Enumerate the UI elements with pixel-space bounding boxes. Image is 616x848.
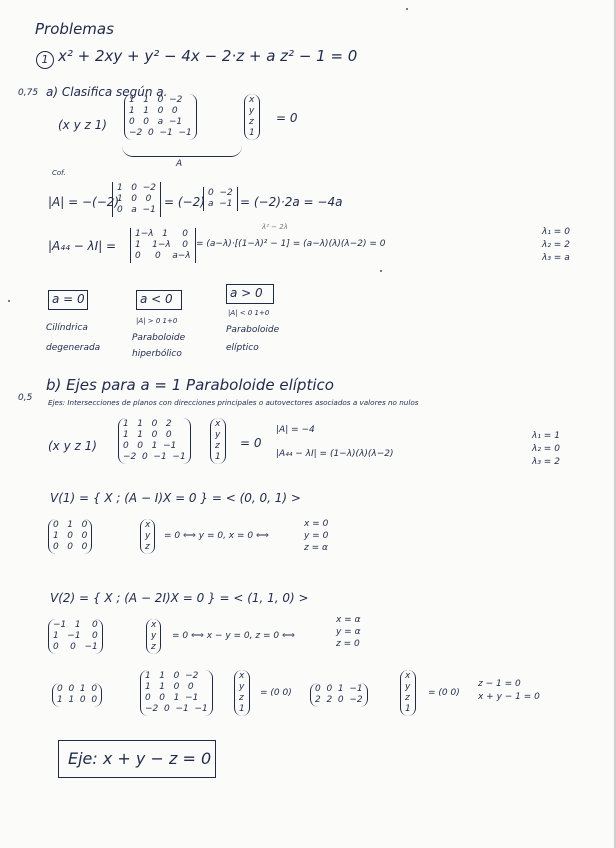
column-vector: x y z 1 (244, 94, 260, 140)
matrix-A: 1 1 0 −2 1 1 0 0 0 0 a −1 −2 0 −1 −1 (124, 94, 197, 140)
part-a-score: 0,75 (18, 88, 39, 98)
eigenspace-2: V(2) = { X ; (A − 2I)X = 0 } = < (1, 1, 0) > (50, 591, 309, 605)
plane-left-matrix: 0 0 1 0 1 1 0 0 (52, 683, 102, 707)
v2-vector: x y z (146, 619, 161, 654)
case-3-name: Paraboloide (226, 325, 280, 335)
eigen-note: λ² − 2λ (262, 223, 288, 231)
ejes-note: Ejes: Intersecciones de planos con direcciones principales o autovectores asociados a valores no nulos (48, 398, 419, 407)
char-matrix: 1−λ 1 0 1 1−λ 0 0 0 a−λ (130, 228, 196, 263)
v2-matrix: −1 1 0 1 −1 0 0 0 −1 (48, 619, 103, 654)
v1-equivalence: = 0 ⟺ y = 0, x = 0 ⟺ (164, 531, 269, 541)
scan-dot (8, 300, 10, 302)
case-2-sub: |A| > 0 1+0 (136, 317, 178, 325)
det-step: = (−2) (164, 195, 205, 209)
equals-zero-b: = 0 (240, 436, 262, 450)
char-poly-rhs: = (a−λ)·[(1−λ)² − 1] = (a−λ)(λ)(λ−2) = 0 (196, 239, 386, 249)
cofactor-note: Cof. (52, 169, 66, 177)
underbrace (122, 146, 242, 157)
problem-equation: x² + 2xy + y² − 4x − 2·z + a z² − 1 = 0 (58, 47, 358, 65)
part-a-label: a) Clasifica según a. (46, 85, 168, 99)
part-b-label: b) Ejes para a = 1 Paraboloide elíptico (46, 376, 334, 394)
scan-dot (380, 270, 382, 272)
char-poly-lhs: |A₄₄ − λI| = (48, 239, 117, 253)
char-eq-b: |A₄₄ − λI| = (1−λ)(λ)(λ−2) (276, 449, 394, 459)
case-2-name-2: hiperbólico (132, 349, 182, 359)
det-result: = (−2)·2a = −4a (240, 195, 343, 209)
v1-matrix: 0 1 0 1 0 0 0 0 0 (48, 519, 92, 554)
plane-vector: x y z 1 (234, 670, 250, 716)
v1-vector: x y z (140, 519, 155, 554)
det-minor-2: 0 −2 a −1 (203, 187, 238, 211)
case-1-cond: a = 0 (52, 292, 85, 306)
eigenvalues-b: λ₁ = 1 λ₂ = 0 λ₃ = 2 (532, 431, 560, 467)
matrix-name: A (176, 159, 183, 169)
case-2-cond: a < 0 (140, 292, 173, 306)
problem-number: 1 (36, 51, 54, 69)
plane-eq-1: = (0 0) (260, 688, 292, 698)
plane-solution: z − 1 = 0 x + y − 1 = 0 (478, 679, 540, 702)
plane-vector-2: x y z 1 (400, 670, 416, 716)
equals-zero: = 0 (276, 111, 298, 125)
v1-solution: x = 0 y = 0 z = α (304, 519, 329, 553)
case-3-sub: |A| < 0 1+0 (228, 309, 270, 317)
determinant-lhs: |A| = −(−2) (48, 195, 120, 209)
plane-mid-matrix: 1 1 0 −2 1 1 0 0 0 0 1 −1 −2 0 −1 −1 (140, 670, 213, 716)
part-b-score: 0,5 (18, 393, 33, 403)
matrix-b: 1 1 0 2 1 1 0 0 0 0 1 −1 −2 0 −1 −1 (118, 418, 191, 464)
scan-dot (406, 8, 408, 10)
det-value-b: |A| = −4 (276, 425, 315, 435)
v2-equivalence: = 0 ⟺ x − y = 0, z = 0 ⟺ (172, 631, 295, 641)
plane-eq-2: = (0 0) (428, 688, 460, 698)
column-vector-b: x y z 1 (210, 418, 226, 464)
det-minor: 1 0 −2 1 0 0 0 a −1 (112, 182, 161, 217)
row-vector-b: (x y z 1) (48, 439, 97, 453)
case-1-name-2: degenerada (46, 343, 101, 353)
case-3-cond: a > 0 (230, 286, 263, 300)
page-title: Problemas (35, 20, 114, 38)
case-1-name: Cilíndrica (46, 323, 88, 333)
plane-matrix-2: 0 0 1 −1 2 2 0 −2 (310, 683, 368, 707)
v2-solution: x = α y = α z = 0 (336, 615, 361, 649)
case-3-name-2: elíptico (226, 343, 259, 353)
eigenspace-1: V(1) = { X ; (A − I)X = 0 } = < (0, 0, 1) > (50, 491, 301, 505)
row-vector: (x y z 1) (58, 118, 107, 132)
axis-result: Eje: x + y − z = 0 (68, 749, 212, 768)
case-2-name: Paraboloide (132, 333, 186, 343)
eigenvalues-a: λ₁ = 0 λ₂ = 2 λ₃ = a (542, 227, 570, 263)
